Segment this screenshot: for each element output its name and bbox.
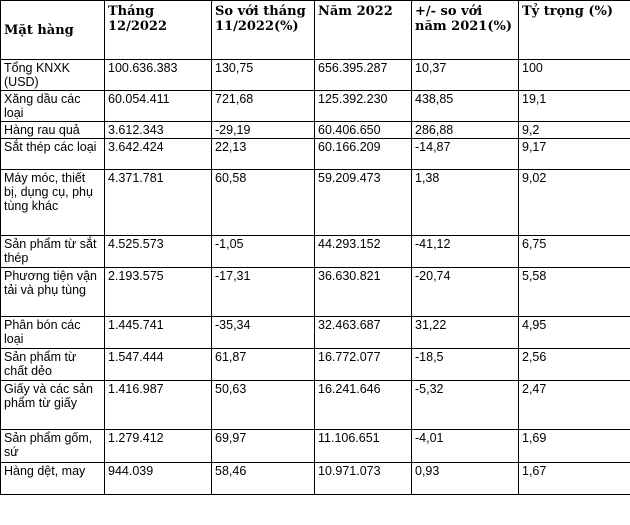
cell-share: 9,02 [519,170,630,236]
cell-vs-november: 60,58 [212,170,315,236]
header-vs-november: So với tháng 11/2022(%) [212,1,315,60]
header-december: Tháng 12/2022 [105,1,212,60]
cell-vs-november: 58,46 [212,463,315,495]
cell-share: 2,56 [519,349,630,381]
cell-vs-november: -29,19 [212,122,315,139]
table-row [1,236,630,268]
cell-vs-2021: 286,88 [412,122,519,139]
cell-vs-2021: 438,85 [412,91,519,122]
cell-year: 16.241.646 [315,381,412,430]
cell-december: 4.525.573 [105,236,212,268]
cell-december: 944.039 [105,463,212,495]
table-row [1,91,630,122]
cell-december: 1.547.444 [105,349,212,381]
cell-year: 656.395.287 [315,60,412,91]
cell-year: 125.392.230 [315,91,412,122]
cell-share: 19,1 [519,91,630,122]
cell-vs-november: -35,34 [212,317,315,349]
cell-december: 2.193.575 [105,268,212,317]
cell-december: 100.636.383 [105,60,212,91]
cell-december: 4.371.781 [105,170,212,236]
header-row [1,1,630,60]
cell-vs-november: 50,63 [212,381,315,430]
table-row [1,463,630,495]
cell-item: Hàng dệt, may [1,463,105,495]
cell-vs-november: 69,97 [212,430,315,463]
table-row [1,139,630,170]
cell-december: 3.642.424 [105,139,212,170]
cell-share: 2,47 [519,381,630,430]
cell-item: Máy móc, thiết bị, dụng cụ, phụ tùng khác [1,170,105,236]
cell-year: 36.630.821 [315,268,412,317]
cell-year: 59.209.473 [315,170,412,236]
cell-share: 4,95 [519,317,630,349]
header-share: Tỷ trọng (%) [519,1,630,60]
cell-share: 1,69 [519,430,630,463]
table-row [1,170,630,236]
cell-vs-november: 22,13 [212,139,315,170]
cell-vs-2021: -18,5 [412,349,519,381]
cell-item: Sắt thép các loại [1,139,105,170]
cell-vs-2021: -41,12 [412,236,519,268]
cell-december: 1.445.741 [105,317,212,349]
cell-item: Giấy và các sản phẩm từ giấy [1,381,105,430]
cell-share: 1,67 [519,463,630,495]
cell-share: 9,2 [519,122,630,139]
cell-december: 1.279.412 [105,430,212,463]
table-row [1,60,630,91]
cell-december: 3.612.343 [105,122,212,139]
cell-share: 5,58 [519,268,630,317]
table-row [1,349,630,381]
cell-vs-2021: 10,37 [412,60,519,91]
cell-vs-2021: -20,74 [412,268,519,317]
cell-vs-2021: -5,32 [412,381,519,430]
cell-vs-2021: 31,22 [412,317,519,349]
cell-vs-2021: -14,87 [412,139,519,170]
cell-item: Phân bón các loại [1,317,105,349]
table-row [1,317,630,349]
cell-december: 1.416.987 [105,381,212,430]
header-vs-2021: +/- so với năm 2021(%) [412,1,519,60]
cell-december: 60.054.411 [105,91,212,122]
cell-vs-november: 130,75 [212,60,315,91]
cell-item: Sản phẩm gốm, sứ [1,430,105,463]
table-row [1,381,630,430]
cell-vs-november: -17,31 [212,268,315,317]
header-year: Năm 2022 [315,1,412,60]
table-row [1,122,630,139]
cell-vs-2021: 1,38 [412,170,519,236]
cell-vs-2021: 0,93 [412,463,519,495]
cell-year: 11.106.651 [315,430,412,463]
cell-year: 60.166.209 [315,139,412,170]
cell-share: 9,17 [519,139,630,170]
cell-item: Tổng KNXK (USD) [1,60,105,91]
cell-share: 100 [519,60,630,91]
cell-year: 60.406.650 [315,122,412,139]
cell-year: 10.971.073 [315,463,412,495]
cell-year: 44.293.152 [315,236,412,268]
cell-item: Xăng dầu các loại [1,91,105,122]
cell-vs-2021: -4,01 [412,430,519,463]
cell-item: Sản phẩm từ sắt thép [1,236,105,268]
header-item: Mặt hàng [1,1,105,60]
cell-vs-november: -1,05 [212,236,315,268]
cell-share: 6,75 [519,236,630,268]
cell-year: 16.772.077 [315,349,412,381]
cell-item: Hàng rau quả [1,122,105,139]
table-row [1,268,630,317]
table-row [1,430,630,463]
cell-item: Sản phẩm từ chất dẻo [1,349,105,381]
cell-vs-november: 61,87 [212,349,315,381]
cell-vs-november: 721,68 [212,91,315,122]
cell-year: 32.463.687 [315,317,412,349]
cell-item: Phương tiện vận tải và phụ tùng [1,268,105,317]
